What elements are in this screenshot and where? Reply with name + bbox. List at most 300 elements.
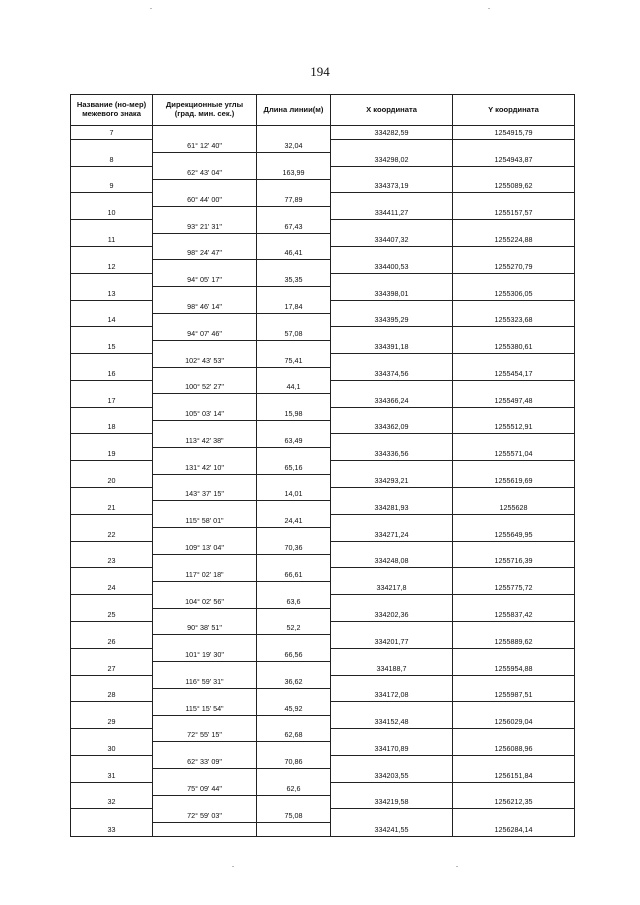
x-coordinate: 334203,55: [331, 769, 453, 782]
table-row: [71, 139, 575, 152]
empty-cell: [153, 367, 257, 380]
line-length: 65,16: [257, 461, 331, 474]
empty-cell: [153, 474, 257, 487]
empty-cell: [153, 822, 257, 836]
marker-name: 9: [71, 180, 153, 193]
table-row: [71, 474, 575, 487]
direction-angle: 115° 58' 01": [153, 514, 257, 527]
y-coordinate: 1256029,04: [453, 715, 575, 728]
marker-name: 21: [71, 501, 153, 514]
empty-cell: [71, 139, 153, 152]
x-coordinate: 334282,59: [331, 126, 453, 140]
empty-cell: [331, 434, 453, 447]
y-coordinate: 1254943,87: [453, 153, 575, 166]
y-coordinate: 1255571,04: [453, 447, 575, 460]
table-row: [71, 514, 575, 527]
empty-cell: [453, 755, 575, 768]
x-coordinate: 334201,77: [331, 635, 453, 648]
x-coordinate: 334188,7: [331, 662, 453, 675]
empty-cell: [257, 367, 331, 380]
empty-cell: [331, 407, 453, 420]
marker-name: 16: [71, 367, 153, 380]
empty-cell: [257, 447, 331, 460]
empty-cell: [71, 300, 153, 313]
marker-name: 22: [71, 528, 153, 541]
y-coordinate: 1255954,88: [453, 662, 575, 675]
table-row: [71, 648, 575, 661]
table-row: [71, 608, 575, 621]
empty-cell: [331, 247, 453, 260]
empty-cell: [153, 180, 257, 193]
y-coordinate: 1255619,69: [453, 474, 575, 487]
empty-cell: [331, 729, 453, 742]
empty-cell: [453, 514, 575, 527]
table-body: [71, 126, 575, 837]
empty-cell: [331, 809, 453, 822]
direction-angle: 105° 03' 14": [153, 407, 257, 420]
empty-cell: [453, 675, 575, 688]
empty-cell: [71, 541, 153, 554]
empty-cell: [71, 595, 153, 608]
marker-name: 8: [71, 153, 153, 166]
direction-angle: 94° 05' 17": [153, 273, 257, 286]
empty-cell: [257, 581, 331, 594]
marker-name: 13: [71, 287, 153, 300]
empty-cell: [331, 621, 453, 634]
empty-cell: [257, 688, 331, 701]
line-length: 46,41: [257, 247, 331, 260]
scan-speck: [488, 8, 490, 9]
x-coordinate: 334373,19: [331, 180, 453, 193]
empty-cell: [153, 635, 257, 648]
empty-cell: [257, 635, 331, 648]
empty-cell: [453, 488, 575, 501]
empty-cell: [71, 782, 153, 795]
table-row: [71, 769, 575, 782]
direction-angle: 62° 43' 04": [153, 166, 257, 179]
y-coordinate: 1254915,79: [453, 126, 575, 140]
empty-cell: [331, 380, 453, 393]
table-row: [71, 809, 575, 822]
table-row: [71, 300, 575, 313]
y-coordinate: 1256284,14: [453, 822, 575, 836]
empty-cell: [153, 206, 257, 219]
direction-angle: 143° 37' 15": [153, 488, 257, 501]
line-length: 63,49: [257, 434, 331, 447]
y-coordinate: 1255089,62: [453, 180, 575, 193]
table-row: [71, 715, 575, 728]
marker-name: 14: [71, 313, 153, 326]
x-coordinate: 334407,32: [331, 233, 453, 246]
table-row: [71, 394, 575, 407]
y-coordinate: 1256088,96: [453, 742, 575, 755]
marker-name: 10: [71, 206, 153, 219]
y-coordinate: 1255889,62: [453, 635, 575, 648]
table-row: [71, 755, 575, 768]
x-coordinate: 334400,53: [331, 260, 453, 273]
empty-cell: [331, 488, 453, 501]
x-coordinate: 334172,08: [331, 688, 453, 701]
direction-angle: 94° 07' 46": [153, 327, 257, 340]
y-coordinate: 1255649,95: [453, 528, 575, 541]
empty-cell: [71, 514, 153, 527]
empty-cell: [153, 742, 257, 755]
x-coordinate: 334202,36: [331, 608, 453, 621]
scan-speck: [456, 866, 458, 867]
empty-cell: [331, 782, 453, 795]
x-coordinate: 334336,56: [331, 447, 453, 460]
line-length: 75,08: [257, 809, 331, 822]
empty-cell: [71, 568, 153, 581]
empty-cell: [453, 809, 575, 822]
empty-cell: [453, 568, 575, 581]
empty-cell: [331, 541, 453, 554]
x-coordinate: 334152,48: [331, 715, 453, 728]
table-row: [71, 528, 575, 541]
y-coordinate: 1255628: [453, 501, 575, 514]
y-coordinate: 1255157,57: [453, 206, 575, 219]
empty-cell: [71, 488, 153, 501]
x-coordinate: 334374,56: [331, 367, 453, 380]
marker-name: 33: [71, 822, 153, 836]
empty-cell: [331, 193, 453, 206]
y-coordinate: 1255270,79: [453, 260, 575, 273]
empty-cell: [331, 675, 453, 688]
direction-angle: 62° 33' 09": [153, 755, 257, 768]
line-length: 44,1: [257, 380, 331, 393]
empty-cell: [71, 809, 153, 822]
line-length: 14,01: [257, 488, 331, 501]
marker-name: 24: [71, 581, 153, 594]
empty-cell: [331, 648, 453, 661]
empty-cell: [71, 755, 153, 768]
x-coordinate: 334298,02: [331, 153, 453, 166]
x-coordinate: 334219,58: [331, 796, 453, 809]
table-row: [71, 782, 575, 795]
empty-cell: [257, 233, 331, 246]
empty-cell: [71, 675, 153, 688]
direction-angle: 116° 59' 31": [153, 675, 257, 688]
marker-name: 11: [71, 233, 153, 246]
line-length: 66,56: [257, 648, 331, 661]
y-coordinate: 1256151,84: [453, 769, 575, 782]
empty-cell: [153, 796, 257, 809]
marker-name: 18: [71, 421, 153, 434]
empty-cell: [153, 447, 257, 460]
empty-cell: [257, 742, 331, 755]
x-coordinate: 334362,09: [331, 421, 453, 434]
direction-angle: 117° 02' 18": [153, 568, 257, 581]
header-y-coordinate: Y координата: [453, 95, 575, 126]
empty-cell: [153, 608, 257, 621]
y-coordinate: 1255987,51: [453, 688, 575, 701]
y-coordinate: 1255497,48: [453, 394, 575, 407]
empty-cell: [453, 300, 575, 313]
y-coordinate: 1255454,17: [453, 367, 575, 380]
marker-name: 7: [71, 126, 153, 140]
table-row: [71, 568, 575, 581]
table-row: [71, 287, 575, 300]
table-row: [71, 220, 575, 233]
y-coordinate: 1255716,39: [453, 555, 575, 568]
empty-cell: [153, 662, 257, 675]
empty-cell: [71, 247, 153, 260]
marker-name: 27: [71, 662, 153, 675]
empty-cell: [453, 434, 575, 447]
line-length: 35,35: [257, 273, 331, 286]
empty-cell: [453, 273, 575, 286]
header-line-length: Длина линии(м): [257, 95, 331, 126]
scan-speck: [232, 866, 234, 867]
empty-cell: [257, 528, 331, 541]
table-row: [71, 595, 575, 608]
line-length: 70,36: [257, 541, 331, 554]
x-coordinate: 334217,8: [331, 581, 453, 594]
empty-cell: [153, 688, 257, 701]
line-length: 163,99: [257, 166, 331, 179]
empty-cell: [257, 313, 331, 326]
empty-cell: [453, 595, 575, 608]
empty-cell: [453, 702, 575, 715]
empty-cell: [453, 621, 575, 634]
table-row: [71, 688, 575, 701]
direction-angle: 102° 43' 53": [153, 354, 257, 367]
y-coordinate: 1255224,88: [453, 233, 575, 246]
direction-angle: 72° 59' 03": [153, 809, 257, 822]
empty-cell: [71, 461, 153, 474]
header-direction-angle: Дирекционные углы (град. мин. сек.): [153, 95, 257, 126]
empty-cell: [331, 300, 453, 313]
table-row: [71, 247, 575, 260]
empty-cell: [153, 287, 257, 300]
empty-cell: [257, 555, 331, 568]
x-coordinate: 334366,24: [331, 394, 453, 407]
direction-angle: 72° 55' 15": [153, 729, 257, 742]
line-length: 24,41: [257, 514, 331, 527]
empty-cell: [331, 139, 453, 152]
table-row: [71, 488, 575, 501]
empty-cell: [257, 421, 331, 434]
empty-cell: [331, 514, 453, 527]
empty-cell: [71, 407, 153, 420]
x-coordinate: 334398,01: [331, 287, 453, 300]
empty-cell: [331, 327, 453, 340]
x-coordinate: 334170,89: [331, 742, 453, 755]
direction-angle: 60° 44' 00": [153, 193, 257, 206]
empty-cell: [153, 394, 257, 407]
empty-cell: [257, 260, 331, 273]
table-row: [71, 434, 575, 447]
line-length: 62,6: [257, 782, 331, 795]
empty-cell: [71, 648, 153, 661]
table-row: [71, 126, 575, 140]
empty-cell: [453, 220, 575, 233]
table-row: [71, 421, 575, 434]
marker-name: 20: [71, 474, 153, 487]
empty-cell: [153, 313, 257, 326]
line-length: 32,04: [257, 139, 331, 152]
marker-name: 19: [71, 447, 153, 460]
table-row: [71, 501, 575, 514]
header-x-coordinate: X координата: [331, 95, 453, 126]
empty-cell: [257, 769, 331, 782]
table-row: [71, 447, 575, 460]
empty-cell: [331, 166, 453, 179]
header-marker-name: Название (но-мер) межевого знака: [71, 95, 153, 126]
empty-cell: [257, 822, 331, 836]
table-row: [71, 461, 575, 474]
y-coordinate: 1256212,35: [453, 796, 575, 809]
empty-cell: [71, 621, 153, 634]
page-number: 194: [310, 64, 330, 79]
table-row: [71, 702, 575, 715]
empty-cell: [453, 166, 575, 179]
empty-cell: [71, 273, 153, 286]
empty-cell: [331, 568, 453, 581]
empty-cell: [153, 153, 257, 166]
empty-cell: [153, 769, 257, 782]
marker-name: 23: [71, 555, 153, 568]
empty-cell: [257, 662, 331, 675]
direction-angle: 98° 24' 47": [153, 247, 257, 260]
x-coordinate: 334241,55: [331, 822, 453, 836]
direction-angle: 100° 52' 27": [153, 380, 257, 393]
line-length: 77,89: [257, 193, 331, 206]
empty-cell: [257, 340, 331, 353]
table-row: [71, 340, 575, 353]
table-row: [71, 367, 575, 380]
empty-cell: [71, 193, 153, 206]
direction-angle: 115° 15' 54": [153, 702, 257, 715]
empty-cell: [331, 702, 453, 715]
empty-cell: [153, 528, 257, 541]
direction-angle: 75° 09' 44": [153, 782, 257, 795]
empty-cell: [453, 193, 575, 206]
table-row: [71, 407, 575, 420]
x-coordinate: 334271,24: [331, 528, 453, 541]
table-row: [71, 621, 575, 634]
empty-cell: [71, 702, 153, 715]
empty-cell: [71, 220, 153, 233]
line-length: 63,6: [257, 595, 331, 608]
empty-cell: [153, 555, 257, 568]
y-coordinate: 1255837,42: [453, 608, 575, 621]
empty-cell: [71, 434, 153, 447]
empty-cell: [257, 287, 331, 300]
empty-cell: [257, 501, 331, 514]
empty-cell: [71, 729, 153, 742]
table-row: [71, 380, 575, 393]
x-coordinate: 334248,08: [331, 555, 453, 568]
direction-angle: 61° 12' 40": [153, 139, 257, 152]
y-coordinate: 1255306,05: [453, 287, 575, 300]
direction-angle: 109° 13' 04": [153, 541, 257, 554]
line-length: 70,86: [257, 755, 331, 768]
table-header-row: [71, 95, 575, 126]
empty-cell: [153, 126, 257, 140]
table-row: [71, 313, 575, 326]
empty-cell: [453, 648, 575, 661]
empty-cell: [71, 327, 153, 340]
table-row: [71, 206, 575, 219]
empty-cell: [331, 354, 453, 367]
marker-name: 15: [71, 340, 153, 353]
line-length: 52,2: [257, 621, 331, 634]
empty-cell: [153, 421, 257, 434]
empty-cell: [257, 394, 331, 407]
empty-cell: [71, 380, 153, 393]
y-coordinate: 1255512,91: [453, 421, 575, 434]
empty-cell: [453, 729, 575, 742]
y-coordinate: 1255775,72: [453, 581, 575, 594]
direction-angle: 104° 02' 56": [153, 595, 257, 608]
empty-cell: [257, 474, 331, 487]
marker-name: 29: [71, 715, 153, 728]
line-length: 67,43: [257, 220, 331, 233]
table-row: [71, 675, 575, 688]
table-row: [71, 273, 575, 286]
line-length: 66,61: [257, 568, 331, 581]
empty-cell: [331, 595, 453, 608]
table-row: [71, 729, 575, 742]
empty-cell: [257, 608, 331, 621]
line-length: 36,62: [257, 675, 331, 688]
empty-cell: [153, 715, 257, 728]
empty-cell: [331, 755, 453, 768]
marker-name: 26: [71, 635, 153, 648]
direction-angle: 101° 19' 30": [153, 648, 257, 661]
x-coordinate: 334281,93: [331, 501, 453, 514]
empty-cell: [453, 139, 575, 152]
direction-angle: 90° 38' 51": [153, 621, 257, 634]
table-row: [71, 153, 575, 166]
empty-cell: [453, 354, 575, 367]
direction-angle: 98° 46' 14": [153, 300, 257, 313]
empty-cell: [257, 796, 331, 809]
x-coordinate: 334411,27: [331, 206, 453, 219]
marker-name: 31: [71, 769, 153, 782]
empty-cell: [257, 153, 331, 166]
marker-name: 17: [71, 394, 153, 407]
empty-cell: [453, 327, 575, 340]
table-row: [71, 233, 575, 246]
y-coordinate: 1255380,61: [453, 340, 575, 353]
table-row: [71, 166, 575, 179]
table-row: [71, 822, 575, 836]
empty-cell: [453, 380, 575, 393]
empty-cell: [453, 461, 575, 474]
x-coordinate: 334391,18: [331, 340, 453, 353]
table-row: [71, 354, 575, 367]
marker-name: 30: [71, 742, 153, 755]
y-coordinate: 1255323,68: [453, 313, 575, 326]
empty-cell: [331, 461, 453, 474]
empty-cell: [153, 581, 257, 594]
line-length: 75,41: [257, 354, 331, 367]
line-length: 57,08: [257, 327, 331, 340]
marker-name: 32: [71, 796, 153, 809]
empty-cell: [257, 206, 331, 219]
table-row: [71, 635, 575, 648]
empty-cell: [453, 541, 575, 554]
table-row: [71, 662, 575, 675]
coordinates-table: [70, 94, 575, 837]
table-row: [71, 193, 575, 206]
empty-cell: [257, 715, 331, 728]
scan-speck: [150, 8, 152, 9]
line-length: 15,98: [257, 407, 331, 420]
direction-angle: 131° 42' 10": [153, 461, 257, 474]
